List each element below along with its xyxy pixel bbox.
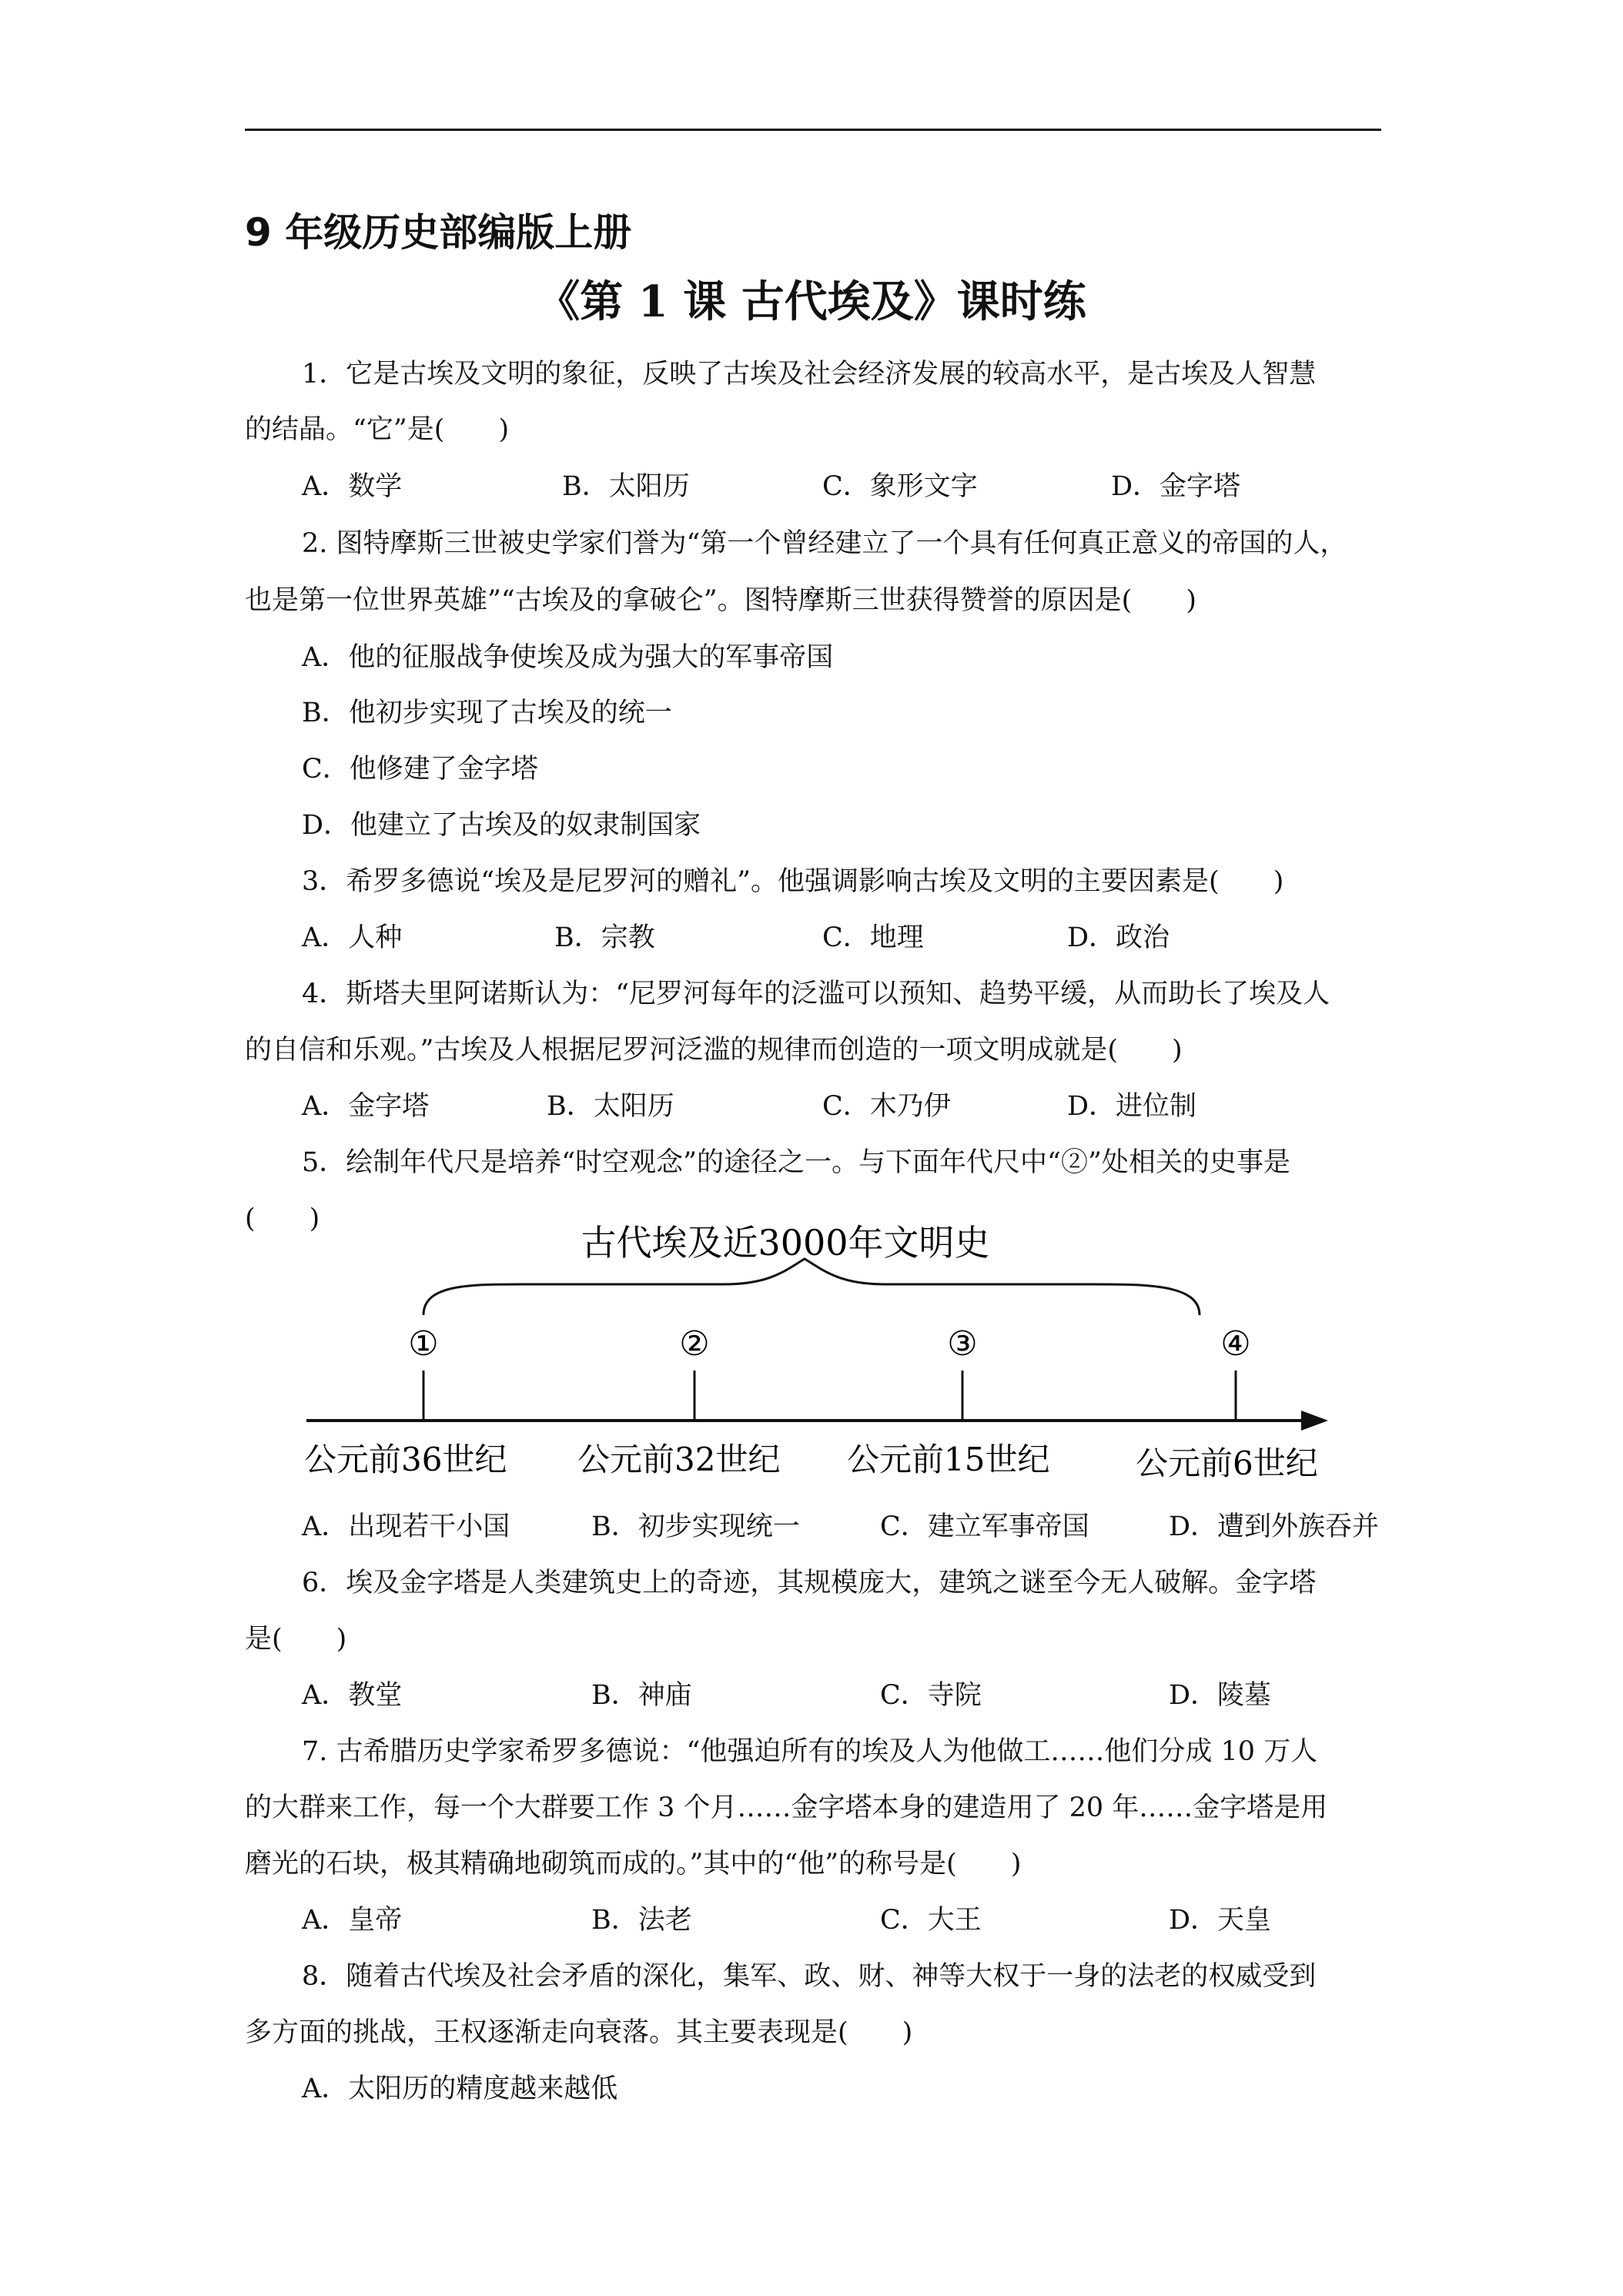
q4-text-2: 的自信和乐观。”古埃及人根据尼罗河泛滥的规律而创造的一项文明成就是( ) xyxy=(245,1035,1183,1066)
q5-option-b: B．初步实现统一 xyxy=(591,1511,800,1542)
svg-text:①: ① xyxy=(408,1324,439,1364)
q8-option-a: A．太阳历的精度越来越低 xyxy=(302,2073,618,2104)
timeline-date-4: 公元前6世纪 xyxy=(1136,1444,1318,1482)
q6-text-2: 是( ) xyxy=(245,1624,347,1655)
page-header: 9 年级历史部编版上册 xyxy=(245,210,632,255)
q7-text-3: 磨光的石块，极其精确地砌筑而成的。”其中的“他”的称号是( ) xyxy=(245,1849,1022,1879)
q7-text-1: 7. 古希腊历史学家希罗多德说：“他强迫所有的埃及人为他做工……他们分成 10 万人 xyxy=(302,1736,1318,1767)
timeline-date-3: 公元前15世纪 xyxy=(847,1441,1050,1478)
q7-text-2: 的大群来工作，每一个大群要工作 3 个月……金字塔本身的建造用了 20 年……金字塔是用 xyxy=(245,1792,1328,1823)
q4-text-1: 4．斯塔夫里阿诺斯认为：“尼罗河每年的泛滥可以预知、趋势平缓，从而助长了埃及人 xyxy=(302,979,1330,1009)
timeline-date-1: 公元前36世纪 xyxy=(304,1441,507,1478)
q1-text-1: 1．它是古埃及文明的象征，反映了古埃及社会经济发展的较高水平，是古埃及人智慧 xyxy=(302,359,1317,390)
q3-option-b: B．宗教 xyxy=(554,922,655,953)
q6-option-a: A．教堂 xyxy=(302,1680,403,1711)
q6-option-d: D．陵墓 xyxy=(1169,1680,1272,1711)
q3-option-a: A．人种 xyxy=(302,922,403,953)
q3-text-1: 3．希罗多德说“埃及是尼罗河的赠礼”。他强调影响古埃及文明的主要因素是( ) xyxy=(302,866,1284,897)
svg-text:④: ④ xyxy=(1220,1324,1251,1364)
timeline-marker-2 xyxy=(679,1324,709,1364)
q5-option-a: A．出现若干小国 xyxy=(302,1511,510,1542)
q7-option-b: B．法老 xyxy=(591,1905,692,1936)
q5-text-1: 5．绘制年代尺是培养“时空观念”的途径之一。与下面年代尺中“②”处相关的史事是 xyxy=(302,1147,1290,1178)
q1-option-b: B．太阳历 xyxy=(562,471,690,502)
q7-option-a: A．皇帝 xyxy=(302,1905,403,1936)
q6-option-b: B．神庙 xyxy=(591,1680,692,1711)
q8-text-1: 8．随着古代埃及社会矛盾的深化，集军、政、财、神等大权于一身的法老的权威受到 xyxy=(302,1961,1317,1992)
q3-option-d: D．政治 xyxy=(1067,922,1170,953)
q4-option-d: D．进位制 xyxy=(1067,1091,1197,1122)
q7-option-c: C．大王 xyxy=(880,1905,982,1936)
q2-option-c: C．他修建了金字塔 xyxy=(302,754,538,785)
svg-text:③: ③ xyxy=(947,1324,978,1364)
q4-option-a: A．金字塔 xyxy=(302,1091,430,1122)
timeline-caption: 古代埃及近3000年文明史 xyxy=(581,1224,990,1263)
q5-option-d: D．遭到外族吞并 xyxy=(1169,1511,1380,1542)
q1-option-c: C．象形文字 xyxy=(822,471,978,502)
svg-text:②: ② xyxy=(679,1324,710,1364)
timeline-arrow xyxy=(1301,1411,1328,1431)
q2-option-d: D．他建立了古埃及的奴隶制国家 xyxy=(302,810,701,841)
timeline-figure xyxy=(293,1224,1401,1494)
q6-text-1: 6．埃及金字塔是人类建筑史上的奇迹，其规模庞大，建筑之谜至今无人破解。金字塔 xyxy=(302,1568,1317,1598)
q1-option-d: D．金字塔 xyxy=(1111,471,1241,502)
q2-option-b: B．他初步实现了古埃及的统一 xyxy=(302,698,672,728)
q3-option-c: C．地理 xyxy=(822,922,924,953)
q5-option-c: C．建立军事帝国 xyxy=(880,1511,1089,1542)
timeline-marker-3 xyxy=(947,1324,977,1364)
timeline-date-2: 公元前32世纪 xyxy=(577,1441,781,1478)
q4-option-c: C．木乃伊 xyxy=(822,1091,951,1122)
q4-option-b: B．太阳历 xyxy=(547,1091,674,1122)
top-rule xyxy=(245,129,1381,131)
q5-text-2: ( ) xyxy=(245,1203,320,1234)
q8-text-2: 多方面的挑战，王权逐渐走向衰落。其主要表现是( ) xyxy=(245,2017,913,2048)
q7-option-d: D．天皇 xyxy=(1169,1905,1272,1936)
page-title: 《第 1 课 古代埃及》课时练 xyxy=(537,276,1086,327)
q2-option-a: A．他的征服战争使埃及成为强大的军事帝国 xyxy=(302,642,834,673)
q2-text-2: 也是第一位世界英雄”“古埃及的拿破仑”。图特摩斯三世获得赞誉的原因是( ) xyxy=(245,585,1196,616)
timeline-marker-4 xyxy=(1220,1324,1250,1364)
q1-text-2: 的结晶。“它”是( ) xyxy=(245,414,510,445)
q1-option-a: A．数学 xyxy=(302,471,403,502)
q6-option-c: C．寺院 xyxy=(880,1680,982,1711)
q2-text-1: 2. 图特摩斯三世被史学家们誉为“第一个曾经建立了一个具有任何真正意义的帝国的人， xyxy=(302,528,1347,559)
timeline-brace xyxy=(423,1259,1200,1315)
timeline-marker-1 xyxy=(408,1324,438,1364)
